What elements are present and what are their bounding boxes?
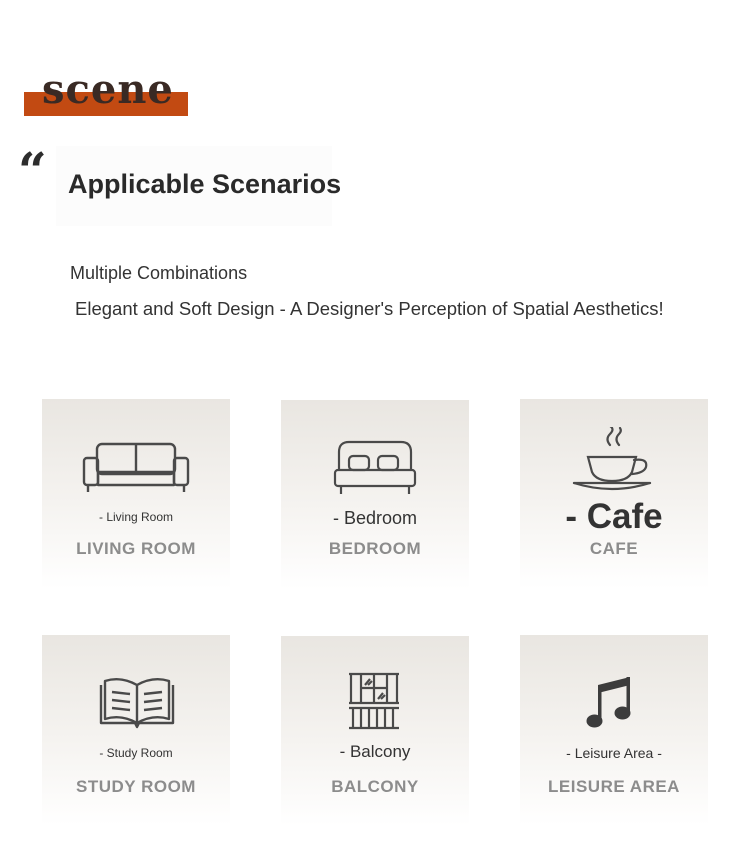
scenario-title: BALCONY: [331, 777, 419, 796]
scenario-card-bedroom: [281, 400, 469, 590]
open-book-icon: [99, 675, 175, 729]
music-note-icon: [586, 677, 634, 729]
bed-icon: [333, 440, 417, 498]
scenario-title: CAFE: [589, 539, 639, 558]
subtitle-combinations: Multiple Combinations: [70, 263, 248, 283]
scenario-card-leisure-area: [520, 635, 708, 825]
subtitle-design: Elegant and Soft Design - A Designer's Perception of Spatial Aesthetics!: [75, 298, 664, 319]
scenario-title: STUDY ROOM: [76, 777, 196, 796]
scenario-subtitle: - Living Room: [98, 510, 174, 524]
scenario-title: LIVING ROOM: [76, 539, 196, 558]
scene-word: scene: [42, 66, 174, 113]
coffee-cup-icon: [572, 427, 656, 497]
scenario-title: LEISURE AREA: [548, 777, 680, 796]
quote-icon: “: [18, 141, 47, 200]
scene-logo: [24, 66, 188, 116]
scenario-subtitle: - Bedroom: [332, 508, 418, 528]
scenario-subtitle: - Balcony: [339, 742, 411, 761]
scenario-subtitle: - Leisure Area -: [566, 745, 662, 761]
scenario-title: BEDROOM: [328, 539, 422, 558]
scenario-card-living-room: [42, 399, 230, 589]
scenario-subtitle: - Cafe: [565, 497, 663, 536]
balcony-icon: [347, 672, 401, 730]
sofa-icon: [82, 441, 190, 495]
scenario-subtitle: - Study Room: [99, 746, 173, 760]
page-title: Applicable Scenarios: [68, 169, 342, 199]
scenario-card-study-room: [42, 635, 230, 825]
scenario-card-balcony: [281, 636, 469, 826]
scenario-card-cafe: [520, 399, 708, 589]
